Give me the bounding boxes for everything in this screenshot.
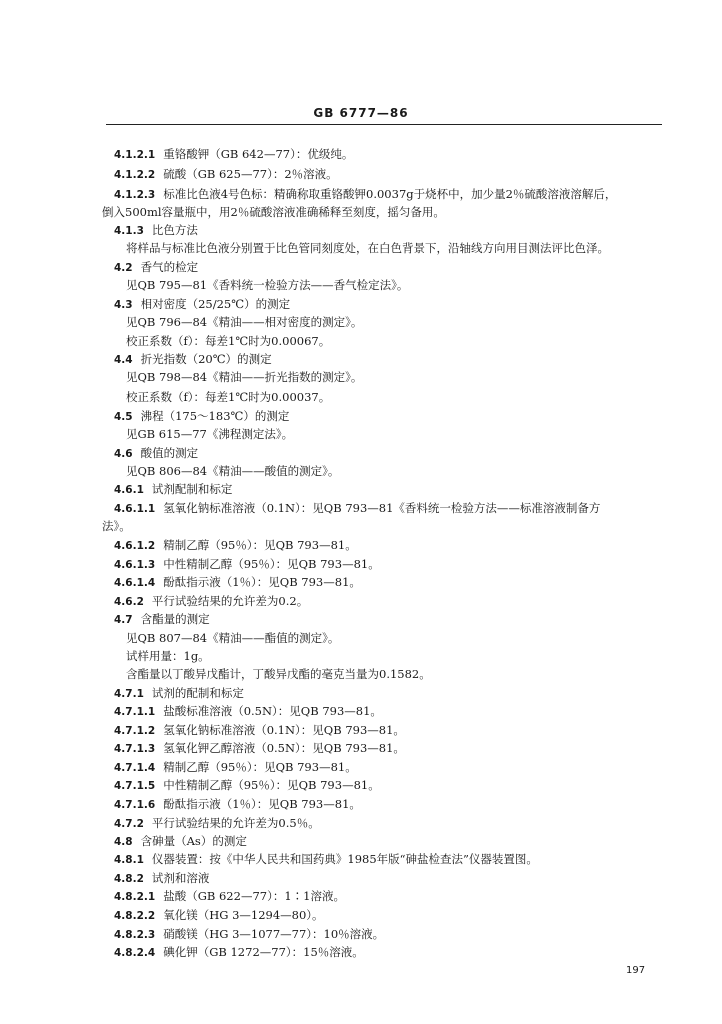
text-line [114,186,616,203]
text-line [114,833,247,850]
clause-number: 4.6 [114,448,133,460]
clause-number: 4.8 [114,836,133,848]
text-line [114,537,357,554]
text-line [126,369,362,385]
clause-number: 4.7.1.6 [114,799,156,811]
clause-number: 4.7.1.2 [114,725,156,737]
clause-number: 4.6.1.3 [114,559,156,571]
clause-text: 含酯量以丁酸异戊酯计，丁酸异戊酯的毫克当量为0.1582。 [126,667,431,681]
text-line [114,166,338,183]
clause-number: 4.1.2.1 [114,149,156,161]
text-line [114,870,209,887]
clause-text: 见QB 795—81《香料统一检验方法——香气检定法》。 [126,278,409,292]
clause-number: 4.8.2.3 [114,929,156,941]
clause-text: 仪器装置：按《中华人民共和国药典》1985年版“砷盐检查法”仪器装置图。 [151,852,538,866]
text-line [114,759,357,776]
clause-text: 硫酸（GB 625—77）：2％溶液。 [163,167,338,181]
text-line [114,259,198,276]
clause-text: 比色方法 [151,223,198,237]
text-line [102,204,445,220]
clause-number: 4.8.2 [114,873,144,885]
clause-text: 试剂配制和标定 [151,482,233,496]
text-line [114,556,380,573]
clause-number: 4.4 [114,354,133,366]
clause-text: 酚酞指示液（1％）：见QB 793—81。 [163,797,361,811]
clause-text: 氢氧化钠标准溶液（0.1N）：见QB 793—81。 [163,723,405,737]
clause-number: 4.6.1.4 [114,577,156,589]
text-line [126,648,210,664]
clause-text: 硝酸镁（HG 3—1077—77）：10％溶液。 [163,927,385,941]
clause-text: 中性精制乙醇（95％）：见QB 793—81。 [163,778,380,792]
text-line [126,630,339,646]
clause-number: 4.3 [114,299,133,311]
clause-text: 倒入500ml容量瓶中，用2％硫酸溶液准确稀释至刻度，摇匀备用。 [102,205,445,219]
page-number: 197 [626,965,646,976]
clause-text: 含酯量的测定 [140,612,210,626]
clause-text: 中性精制乙醇（95％）：见QB 793—81。 [163,557,380,571]
clause-text: 试剂的配制和标定 [151,686,244,700]
clause-number: 4.8.2.4 [114,947,156,959]
text-line [114,146,353,163]
text-line [126,426,293,442]
clause-text: 折光指数（20℃）的测定 [140,352,272,366]
text-line [114,796,361,813]
clause-text: 见QB 798—84《精油——折光指数的测定》。 [126,370,363,384]
clause-text: 校正系数（f）：每差1℃时为0.00067。 [126,334,331,348]
clause-number: 4.7.1 [114,688,144,700]
text-line [114,574,361,591]
text-line [114,815,320,832]
clause-number: 4.1.2.2 [114,169,156,181]
clause-text: 见GB 615—77《沸程测定法》。 [126,427,294,441]
text-line [114,944,364,961]
text-line [114,351,272,368]
clause-number: 4.8.1 [114,854,144,866]
text-line [114,445,198,462]
text-line [114,740,405,757]
text-line [114,408,289,425]
text-line [114,593,308,610]
clause-text: 碘化钾（GB 1272—77）：15％溶液。 [163,945,364,959]
text-line [114,777,380,794]
text-line [114,685,244,702]
clause-number: 4.7.1.5 [114,780,156,792]
clause-text: 试剂和溶液 [151,871,210,885]
clause-number: 4.6.1.2 [114,540,156,552]
clause-text: 见QB 796—84《精油——相对密度的测定》。 [126,315,363,329]
header-rule [106,124,662,125]
clause-text: 试样用量：1g。 [126,649,210,663]
clause-number: 4.8.2.1 [114,891,156,903]
clause-text: 见QB 807—84《精油——酯值的测定》。 [126,631,340,645]
standard-code-header: GB 6777—86 [313,106,409,120]
clause-text: 精制乙醇（95％）：见QB 793—81。 [163,760,357,774]
clause-number: 4.7.2 [114,818,144,830]
text-line [114,851,538,868]
clause-text: 相对密度（25/25℃）的测定 [140,297,291,311]
clause-number: 4.1.3 [114,225,144,237]
clause-text: 平行试验结果的允许差为0.2。 [151,594,309,608]
clause-number: 4.8.2.2 [114,910,156,922]
clause-number: 4.6.1 [114,484,144,496]
text-line [126,666,431,682]
clause-text: 酸值的测定 [140,446,199,460]
clause-text: 将样品与标准比色液分别置于比色管同刻度处，在白色背景下，沿轴线方向用目测法评比色泽。 [126,241,609,255]
clause-text: 香气的检定 [140,260,199,274]
clause-text: 盐酸标准溶液（0.5N）：见QB 793—81。 [163,704,382,718]
text-line [114,611,210,628]
clause-text: 精制乙醇（95％）：见QB 793—81。 [163,538,357,552]
clause-text: 平行试验结果的允许差为0.5％。 [151,816,320,830]
text-line [114,296,290,313]
clause-text: 盐酸（GB 622—77）：1∶1溶液。 [163,889,345,903]
clause-number: 4.1.2.3 [114,189,156,201]
clause-text: 见QB 806—84《精油——酸值的测定》。 [126,464,340,478]
text-line [126,333,330,349]
clause-number: 4.2 [114,262,133,274]
clause-number: 4.7.1.3 [114,743,156,755]
clause-number: 4.7 [114,614,133,626]
text-line [114,500,600,517]
text-line [126,240,609,256]
clause-text: 氧化镁（HG 3—1294—80）。 [163,908,324,922]
text-line [114,888,345,905]
clause-text: 重铬酸钾（GB 642—77）：优级纯。 [163,147,354,161]
clause-number: 4.5 [114,411,133,423]
clause-text: 酚酞指示液（1％）：见QB 793—81。 [163,575,361,589]
text-line [114,222,198,239]
text-line [114,481,232,498]
clause-number: 4.6.2 [114,596,144,608]
text-line [126,277,408,293]
clause-text: 氢氧化钠标准溶液（0.1N）：见QB 793—81《香料统一检验方法——标准溶液制备方 [163,501,601,515]
text-line [114,703,382,720]
text-line [126,463,339,479]
clause-text: 含砷量（As）的测定 [140,834,247,848]
clause-text: 沸程（175～183℃）的测定 [140,409,290,423]
clause-number: 4.7.1.4 [114,762,156,774]
clause-number: 4.7.1.1 [114,706,156,718]
text-line [114,926,384,943]
text-line [126,389,330,405]
clause-text: 法》。 [102,519,131,533]
text-line [114,722,405,739]
clause-text: 标准比色液4号色标：精确称取重铬酸钾0.0037g于烧杯中，加少量2％硫酸溶液溶解后， [163,187,617,201]
text-line [126,314,362,330]
text-line [102,518,131,534]
text-line [114,907,324,924]
clause-text: 校正系数（f）：每差1℃时为0.00037。 [126,390,331,404]
clause-text: 氢氧化钾乙醇溶液（0.5N）：见QB 793—81。 [163,741,405,755]
clause-number: 4.6.1.1 [114,503,156,515]
